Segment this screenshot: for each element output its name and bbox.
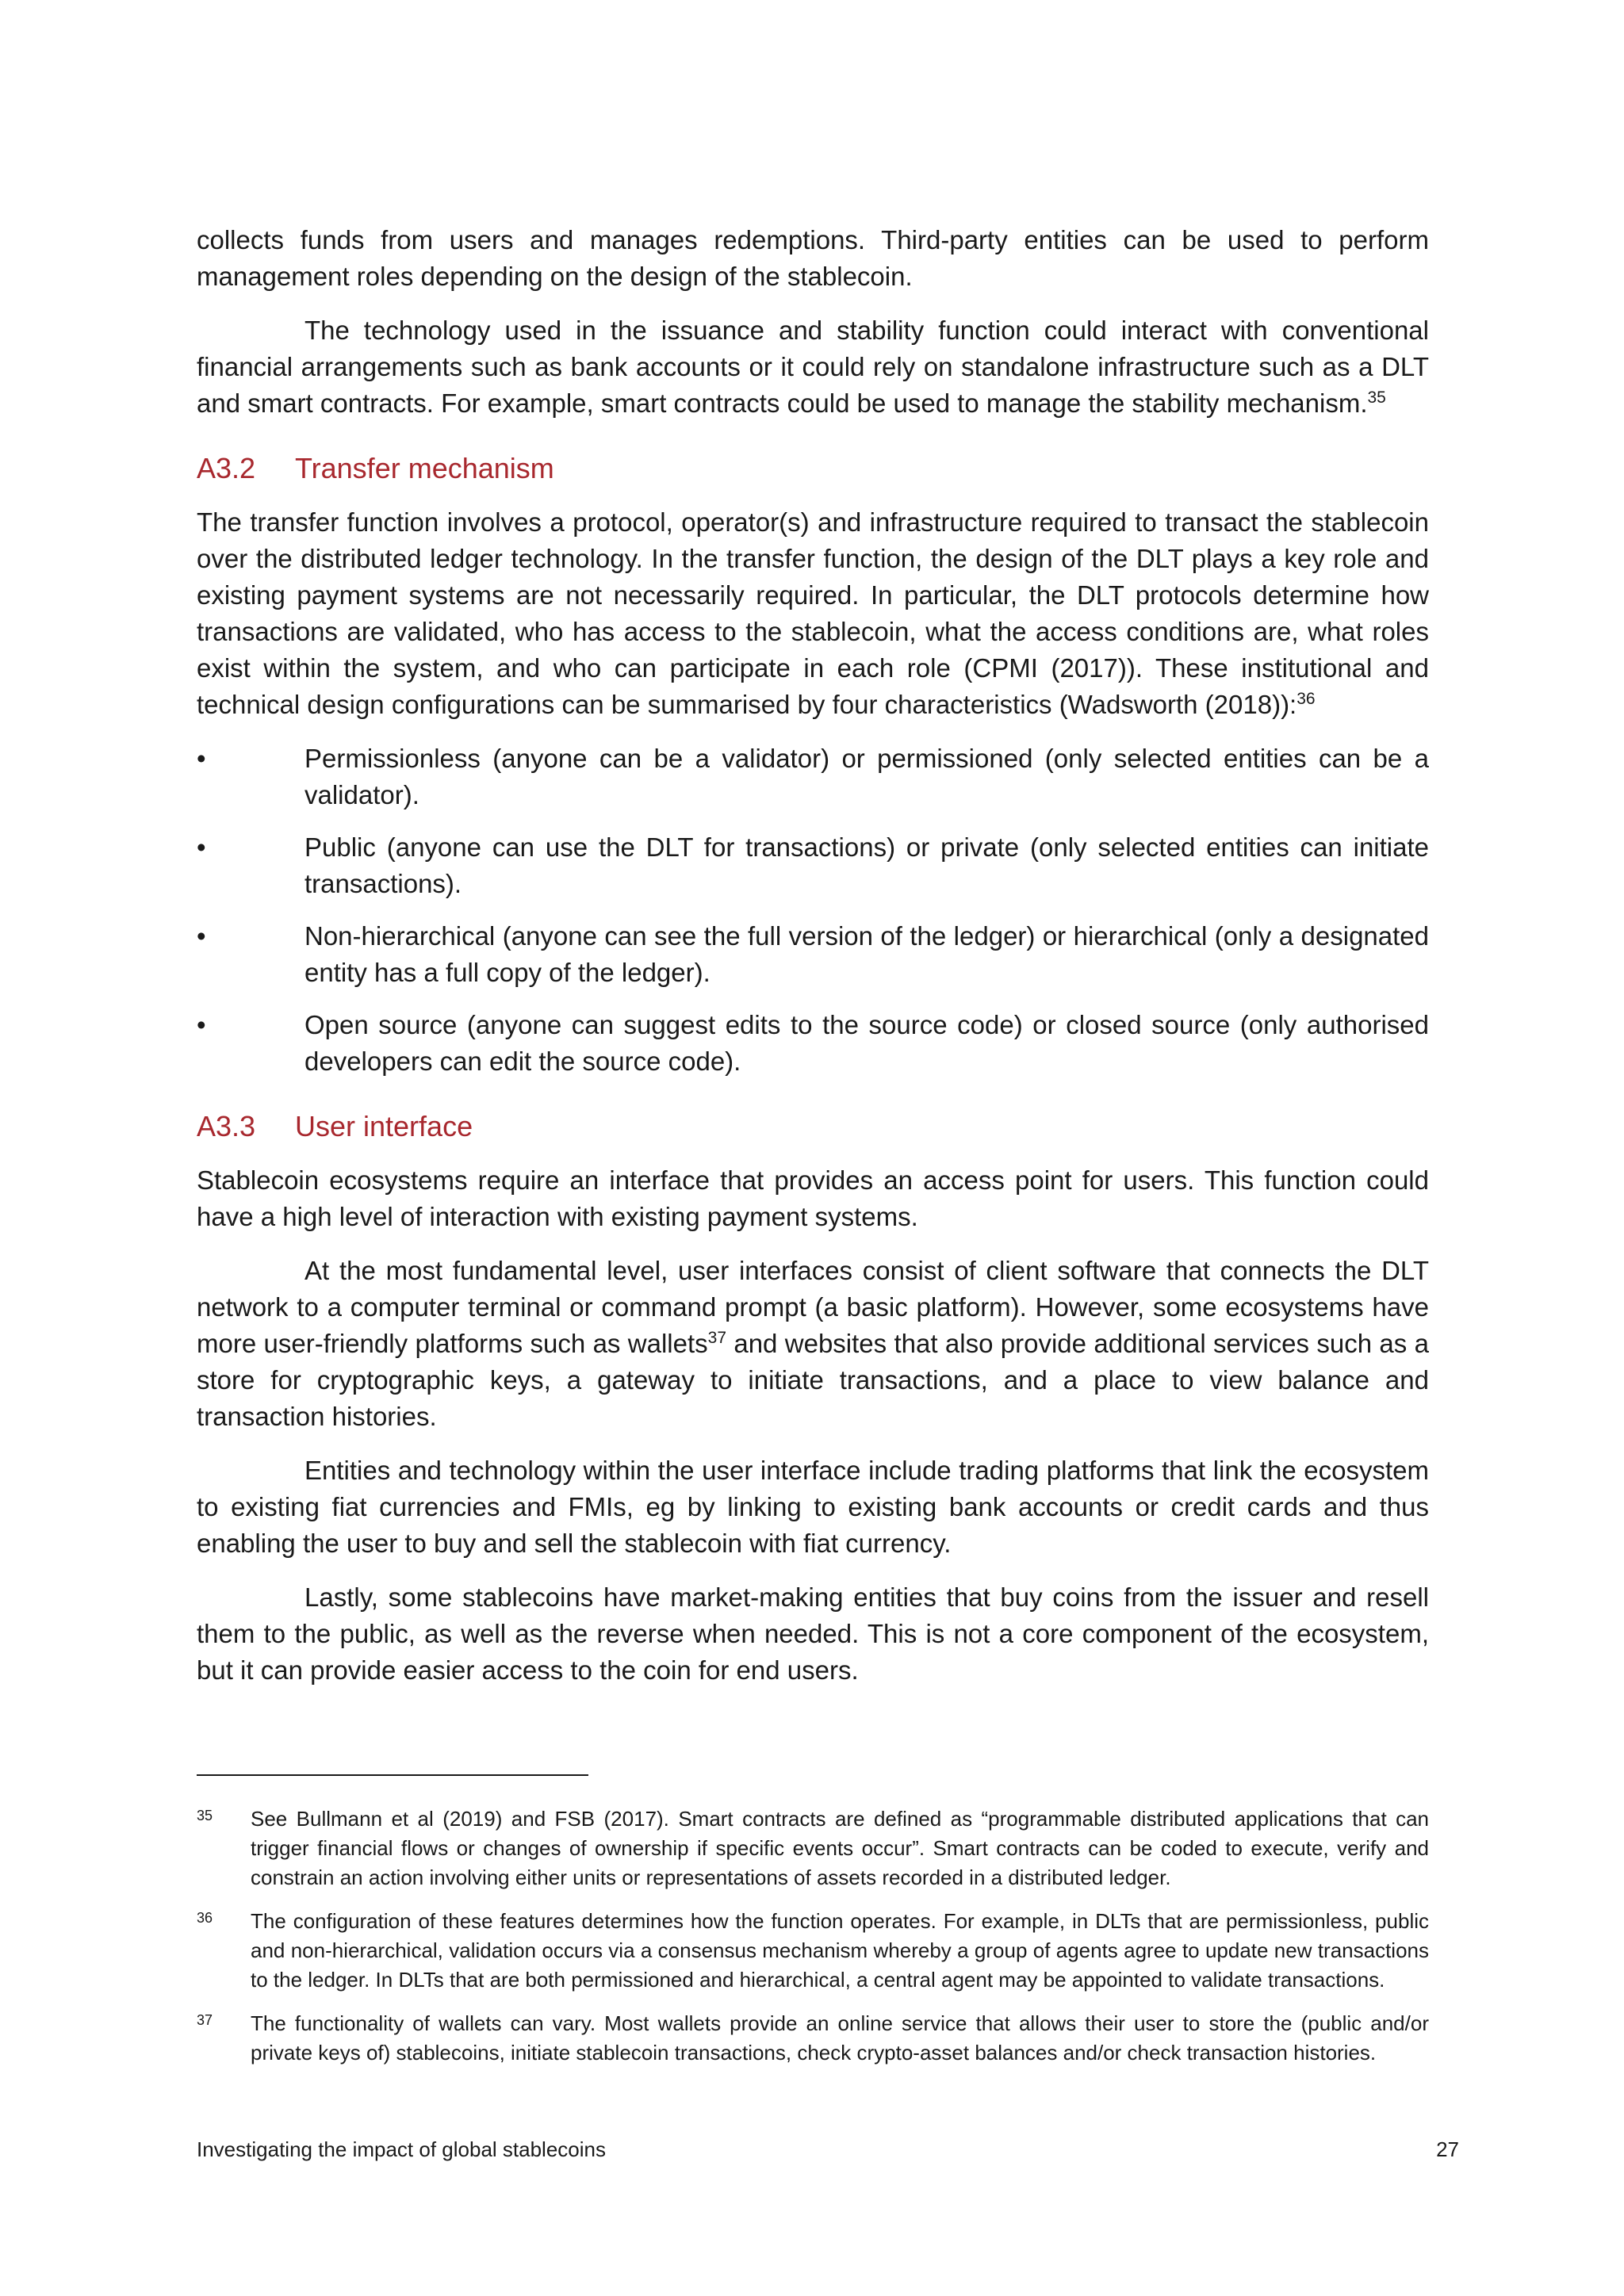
page-number: 27: [1436, 2137, 1459, 2161]
document-title: Investigating the impact of global stablecoins: [197, 2137, 606, 2161]
list-item: • Non-hierarchical (anyone can see the full version of the ledger) or hierarchical (only a designated entity has a full copy of the ledger).: [197, 918, 1429, 991]
list-item: • Public (anyone can use the DLT for transactions) or private (only selected entities can initiate transactions).: [197, 829, 1429, 902]
bullet-icon: •: [197, 832, 206, 862]
footnote-number: 36: [197, 1910, 213, 1926]
list-item: • Permissionless (anyone can be a validator) or permissioned (only selected entities can be a validator).: [197, 740, 1429, 813]
list-item: • Open source (anyone can suggest edits to the source code) or closed source (only authorised developers can edit the source code).: [197, 1007, 1429, 1080]
footnote-ref-37[interactable]: 37: [707, 1329, 726, 1347]
dlt-characteristics-list: [197, 740, 1429, 1080]
footnote-36: [197, 1907, 1429, 1995]
footnote-ref-35[interactable]: 35: [1367, 388, 1386, 407]
footnote-text: The functionality of wallets can vary. Most wallets provide an online service that allows their user to store the (public and/or private keys of) stablecoins, initiate stablecoin transactions, check crypto-asset balances and/or check transaction histories.: [251, 2011, 1429, 2064]
paragraph-transfer-function: The transfer function involves a protocol, operator(s) and infrastructure required to transact the stablecoin over the distributed ledger technology. In the transfer function, the design of the DLT plays a key role and existing payment systems are not necessarily required. In particular, the DLT protocols determine how transactions are validated, who has access to the stablecoin, what the access conditions are, what roles exist within the system, and who can participate in each role (CPMI (2017)). These institutional and technical design configurations can be summarised by four characteristics (Wadsworth (2018)):$^{36}$: [197, 507, 1429, 719]
paragraph-technology: The technology used in the issuance and stability function could interact with conventional financial arrangements such as bank accounts or it could rely on standalone infrastructure such as a DLT and smart contracts. For example, smart contracts could be used to manage the stability mechanism.$^{35}$: [197, 316, 1429, 418]
paragraph-trading-platforms: Entities and technology within the user interface include trading platforms that link the ecosystem to existing fiat currencies and FMIs, eg by linking to existing bank accounts or credit cards and thus enabling the user to buy and sell the stablecoin with fiat currency.: [197, 1456, 1429, 1558]
section-number: A3.2: [197, 452, 256, 484]
section-number: A3.3: [197, 1110, 256, 1142]
bullet-icon: •: [197, 1010, 206, 1039]
footnote-37: [197, 2009, 1429, 2068]
page-body: [197, 222, 1429, 1689]
page-footer: [197, 2136, 1459, 2163]
footnote-ref-36[interactable]: 36: [1297, 690, 1316, 708]
footnote-number: 35: [197, 1808, 213, 1823]
section-heading-user-interface: [197, 1108, 1429, 1145]
bullet-icon: •: [197, 921, 206, 951]
footnote-text: See Bullmann et al (2019) and FSB (2017). Smart contracts are defined as “programmable distributed applications that can trigger financial flows or changes of ownership if specific events occur”. Smart contracts can be coded to execute, verify and constrain an action involving either units or representations of assets recorded in a distributed ledger.: [251, 1807, 1429, 1889]
footnote-number: 37: [197, 2012, 213, 2028]
section-title: Transfer mechanism: [295, 452, 554, 484]
footnote-text: The configuration of these features determines how the function operates. For example, in DLTs that are permissionless, public and non-hierarchical, validation occurs via a consensus mechanism whereby a group of agents agree to update new transactions to the ledger. In DLTs that are both permissioned and hierarchical, a central agent may be appointed to validate transactions.: [251, 1909, 1429, 1992]
paragraph-fundamental-level: At the most fundamental level, user interfaces consist of client software that connects the DLT network to a computer terminal or command prompt (a basic platform). However, some ecosystems have more user-friendly platforms such as wallets$^{37}$ and websites that also provide additional services such as a store for cryptographic keys, a gateway to initiate transactions, and a place to view balance and transaction histories.: [197, 1256, 1429, 1431]
paragraph-ecosystems: Stablecoin ecosystems require an interface that provides an access point for users. This function could have a high level of interaction with existing payment systems.: [197, 1165, 1429, 1231]
section-heading-transfer-mechanism: [197, 450, 1429, 487]
paragraph-continued: collects funds from users and manages redemptions. Third-party entities can be used to perform management roles depending on the design of the stablecoin.: [197, 225, 1429, 291]
bullet-icon: •: [197, 744, 206, 773]
footnote-35: [197, 1804, 1429, 1892]
paragraph-market-making: Lastly, some stablecoins have market-making entities that buy coins from the issuer and resell them to the public, as well as the reverse when needed. This is not a core component of the ecosystem, but it can provide easier access to the coin for end users.: [197, 1582, 1429, 1685]
section-title: User interface: [295, 1110, 473, 1142]
footnotes: [197, 1804, 1429, 2082]
footnote-separator: [197, 1774, 588, 1776]
